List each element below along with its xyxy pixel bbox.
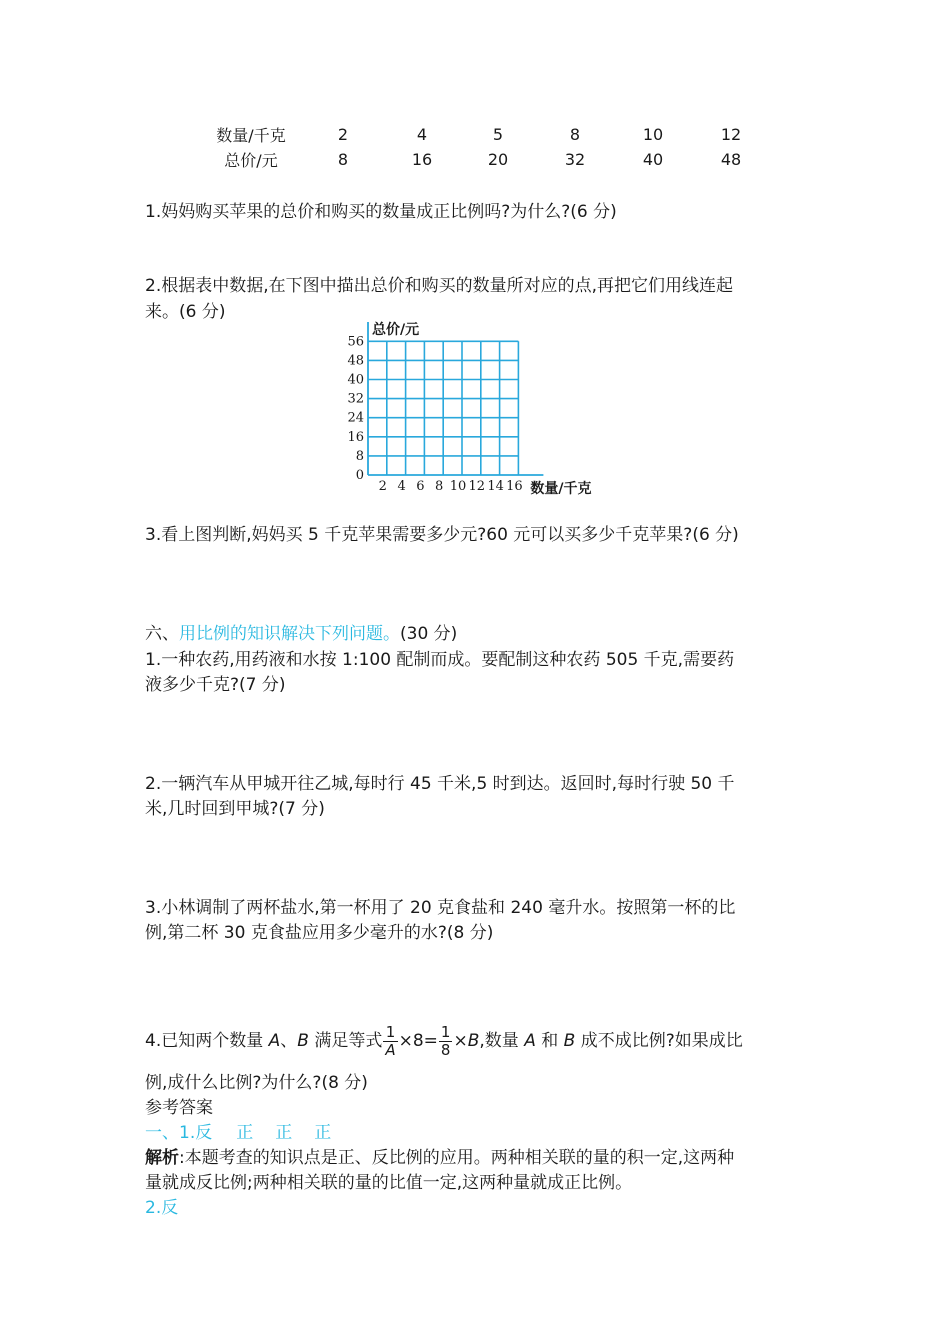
s6-question-2-line2: 米,几时回到甲城?(7 分) (145, 799, 325, 819)
table-cell: 20 (487, 150, 509, 169)
question-3: 3.看上图判断,妈妈买 5 千克苹果需要多少元?60 元可以买多少千克苹果?(6 分) (145, 525, 739, 545)
blank-grid-chart (340, 318, 610, 503)
x-tick-label: 2 (378, 479, 387, 494)
table-cell: 8 (337, 150, 349, 169)
var-a: A (268, 1031, 281, 1051)
analysis-text: :本题考查的知识点是正、反比例的应用。两种相关联的量的积一定,这两种 (179, 1148, 735, 1168)
table-cell: 40 (642, 150, 664, 169)
y-tick-label: 32 (347, 391, 364, 407)
s6-question-1-line2: 液多少千克?(7 分) (145, 675, 286, 695)
analysis-line1 (145, 1145, 734, 1171)
s6-question-4-line1 (145, 1022, 743, 1060)
section-title: 用比例的知识解决下列问题。 (179, 624, 400, 644)
question-1: 1.妈妈购买苹果的总价和购买的数量成正比例吗?为什么?(6 分) (145, 202, 617, 222)
x-axis-title: 数量/千克 (530, 481, 592, 497)
s6-question-3-line1: 3.小林调制了两杯盐水,第一杯用了 20 克食盐和 240 毫升水。按照第一杯的比 (145, 898, 736, 918)
answer-value: 正 (275, 1123, 293, 1143)
table-cell: 12 (720, 125, 742, 144)
denominator: A (385, 1040, 396, 1059)
table-cell: 16 (411, 150, 433, 169)
x-tick-label: 10 (449, 479, 467, 494)
var-b: B (297, 1031, 309, 1051)
s6-question-4-line2: 例,成什么比例?为什么?(8 分) (145, 1073, 368, 1093)
x-tick-label: 16 (506, 479, 523, 494)
section-points: (30 分) (400, 624, 458, 644)
row-header: 总价/元 (224, 151, 278, 170)
y-tick-label: 0 (355, 468, 364, 483)
analysis-line2: 量就成反比例;两种相关联的量的比值一定,这两种量就成正比例。 (145, 1173, 633, 1193)
table-cell: 10 (642, 125, 664, 144)
answer-1 (145, 1120, 331, 1146)
q4-text: ,数量 (479, 1031, 525, 1051)
q4-text: 4.已知两个数量 (145, 1031, 269, 1051)
answer-2: 2.反 (145, 1198, 179, 1218)
y-tick-label: 56 (347, 334, 364, 350)
x-tick-label: 14 (487, 479, 504, 494)
question-2-line1: 2.根据表中数据,在下图中描出总价和购买的数量所对应的点,再把它们用线连起 (145, 276, 734, 296)
answer-value: 正 (314, 1123, 332, 1143)
x-tick-label: 6 (416, 479, 425, 494)
table-cell: 48 (720, 150, 742, 169)
q4-text: 满足等式 (308, 1031, 383, 1051)
row-header: 数量/千克 (216, 126, 286, 145)
q4-text: 、 (280, 1031, 298, 1051)
table-cell: 2 (337, 125, 349, 144)
numerator: 1 (383, 1024, 397, 1042)
table-row (200, 122, 770, 147)
s6-question-3-line2: 例,第二杯 30 克食盐应用多少毫升的水?(8 分) (145, 923, 494, 943)
question-2-line2: 来。(6 分) (145, 302, 226, 322)
y-tick-label: 8 (355, 448, 364, 464)
x-tick-label: 4 (397, 479, 406, 494)
table-cell: 4 (416, 125, 428, 144)
var-b: B (563, 1031, 576, 1051)
fraction-1-over-a (383, 1024, 397, 1059)
fraction-1-over-8 (439, 1024, 453, 1059)
price-quantity-table (200, 122, 770, 172)
s6-question-2-line1: 2.一辆汽车从甲城开往乙城,每时行 45 千米,5 时到达。返回时,每时行驶 50 千 (145, 774, 735, 794)
section-6-heading (145, 621, 457, 647)
x-tick-label: 8 (435, 479, 444, 494)
table-cell: 32 (564, 150, 586, 169)
x-tick-label: 12 (468, 479, 486, 494)
analysis-label: 解析 (145, 1148, 179, 1168)
y-tick-label: 40 (347, 372, 364, 388)
table-cell: 5 (492, 125, 504, 144)
table-cell: 8 (569, 125, 581, 144)
y-tick-label: 24 (347, 410, 364, 426)
answers-heading: 参考答案 (145, 1098, 213, 1118)
numerator: 1 (440, 1022, 451, 1041)
s6-question-1-line1: 1.一种农药,用药液和水按 1:100 配制而成。要配制这种农药 505 千克,需要药 (145, 650, 735, 670)
q4-text: 和 (535, 1031, 564, 1051)
q4-text: ×8= (398, 1031, 438, 1051)
answer-label: 一、1.反 (145, 1123, 213, 1143)
y-tick-label: 16 (347, 429, 364, 445)
q4-text: 成不成比例?如果成比 (575, 1031, 743, 1051)
answer-value: 正 (236, 1123, 254, 1143)
denominator: 8 (440, 1040, 451, 1059)
var-a: A (524, 1031, 536, 1051)
var-b: B (467, 1031, 480, 1051)
section-prefix: 六、 (145, 624, 179, 644)
y-tick-label: 48 (347, 353, 364, 369)
y-axis-title: 总价/元 (372, 322, 420, 338)
q4-text: × (453, 1031, 468, 1051)
table-row (200, 147, 770, 172)
